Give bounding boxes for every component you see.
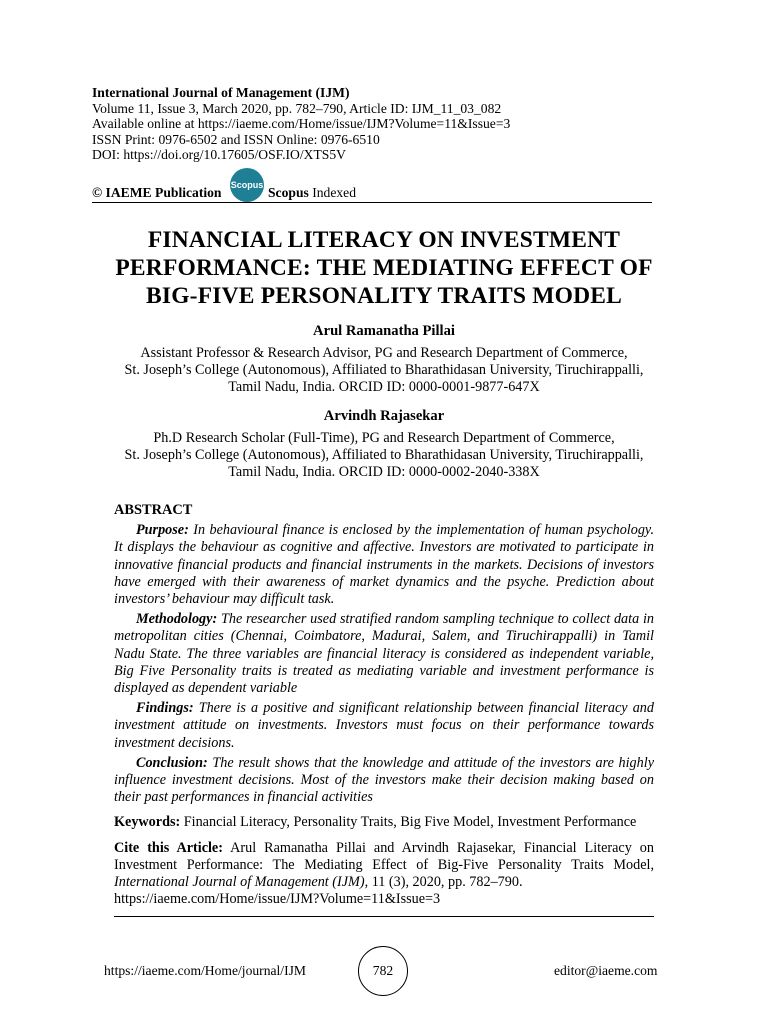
- keywords: [114, 814, 654, 831]
- online-link[interactable]: Available online at https://iaeme.com/Home/issue/IJM?Volume=11&Issue=3: [92, 116, 511, 132]
- abstract-conclusion: [114, 755, 654, 807]
- purpose-text: In behavioural finance is enclosed by the implementation of human psychology. It displays the behaviour as cognitive and affective. Investors are motivated to participate in innovative financial products and financial instruments in the markets. Decisions of investors have emerged with their awareness of market dynamics and the psyche. Prediction about investors’ behaviour may difficult task.: [114, 522, 654, 608]
- abstract-purpose: [114, 522, 654, 608]
- author-affiliation-2: [60, 430, 708, 480]
- abstract-section: [114, 502, 654, 908]
- journal-header: [92, 85, 652, 163]
- findings-text: There is a positive and significant relationship between financial literacy and investment attitude on investments. Investors must focus on their performance towards investment decisions.: [114, 700, 654, 751]
- citation-journal: International Journal of Management (IJM): [114, 874, 365, 891]
- journal-url-link[interactable]: https://iaeme.com/Home/journal/IJM: [104, 963, 306, 978]
- scopus-logo-icon: Scopus: [230, 168, 264, 202]
- indexed-word: Indexed: [308, 185, 356, 200]
- editor-email-link[interactable]: editor@iaeme.com: [554, 963, 658, 978]
- conclusion-text: The result shows that the knowledge and attitude of the investors are highly influence investment decisions. Most of the investors make their decision making based on their past performances in financial activities: [114, 754, 654, 806]
- paper-title: [60, 226, 708, 310]
- abstract-divider: [114, 916, 654, 917]
- citation-label: Cite this Article:: [114, 839, 223, 856]
- abstract-heading: ABSTRACT: [114, 502, 193, 518]
- volume-line: Volume 11, Issue 3, March 2020, pp. 782–790, Article ID: IJM_11_03_082: [92, 100, 502, 116]
- scopus-word: Scopus: [268, 185, 309, 200]
- title-line: BIG-FIVE PERSONALITY TRAITS MODEL: [145, 283, 623, 309]
- purpose-label: Purpose:: [136, 522, 189, 539]
- citation: [114, 840, 654, 909]
- doi-link[interactable]: DOI: https://doi.org/10.17605/OSF.IO/XTS5V: [92, 147, 346, 163]
- page-footer: [0, 946, 768, 996]
- methodology-label: Methodology:: [136, 611, 218, 628]
- title-line: FINANCIAL LITERACY ON INVESTMENT: [147, 227, 621, 253]
- conclusion-label: Conclusion:: [136, 754, 208, 771]
- findings-label: Findings:: [136, 700, 194, 717]
- journal-name: International Journal of Management (IJM): [92, 85, 350, 100]
- header-divider: [92, 202, 652, 203]
- publisher-name: © IAEME Publication: [92, 185, 222, 200]
- keywords-text: Financial Literacy, Personality Traits, Big Five Model, Investment Performance: [180, 814, 637, 831]
- author-name-1: Arul Ramanatha Pillai: [313, 323, 455, 339]
- affiliation-line: St. Joseph’s College (Autonomous), Affiliated to Bharathidasan University, Tiruchirappalli,: [124, 446, 644, 463]
- page-number: 782: [358, 946, 408, 996]
- author-name-2: Arvindh Rajasekar: [323, 408, 445, 424]
- affiliation-line: Tamil Nadu, India. ORCID ID: 0000-0001-9877-647X: [228, 378, 540, 395]
- affiliation-line: Ph.D Research Scholar (Full-Time), PG and Research Department of Commerce,: [153, 430, 615, 446]
- citation-url-link[interactable]: https://iaeme.com/Home/issue/IJM?Volume=11&Issue=3: [114, 891, 441, 908]
- abstract-findings: [114, 700, 654, 752]
- title-line: PERFORMANCE: THE MEDIATING EFFECT OF: [115, 255, 653, 281]
- methodology-text: The researcher used stratified random sampling technique to collect data in metropolitan cities (Chennai, Coimbatore, Madurai, Salem, and Tiruchirappalli) in Tamil Nadu State. The three variables are financial literacy is considered as independent variable, Big Five Personality traits is treated as mediating variable and investment performance is displayed as dependent variable: [114, 611, 654, 697]
- author-affiliation-1: [60, 345, 708, 395]
- affiliation-line: St. Joseph’s College (Autonomous), Affiliated to Bharathidasan University, Tiruchirappalli,: [124, 361, 644, 378]
- keywords-label: Keywords:: [114, 814, 181, 831]
- affiliation-line: Tamil Nadu, India. ORCID ID: 0000-0002-2040-338X: [228, 463, 540, 480]
- citation-text: Arul Ramanatha Pillai and Arvindh Rajasekar, Financial Literacy on Investment Performance: The Mediating Effect of Big-Five Personality Traits Model,: [114, 839, 654, 873]
- scopus-indexed-label: [268, 185, 356, 201]
- abstract-methodology: [114, 611, 654, 697]
- citation-volume: , 11 (3), 2020, pp. 782–790.: [364, 874, 523, 891]
- issn-line: ISSN Print: 0976-6502 and ISSN Online: 0976-6510: [92, 131, 380, 147]
- affiliation-line: Assistant Professor & Research Advisor, PG and Research Department of Commerce,: [140, 345, 628, 361]
